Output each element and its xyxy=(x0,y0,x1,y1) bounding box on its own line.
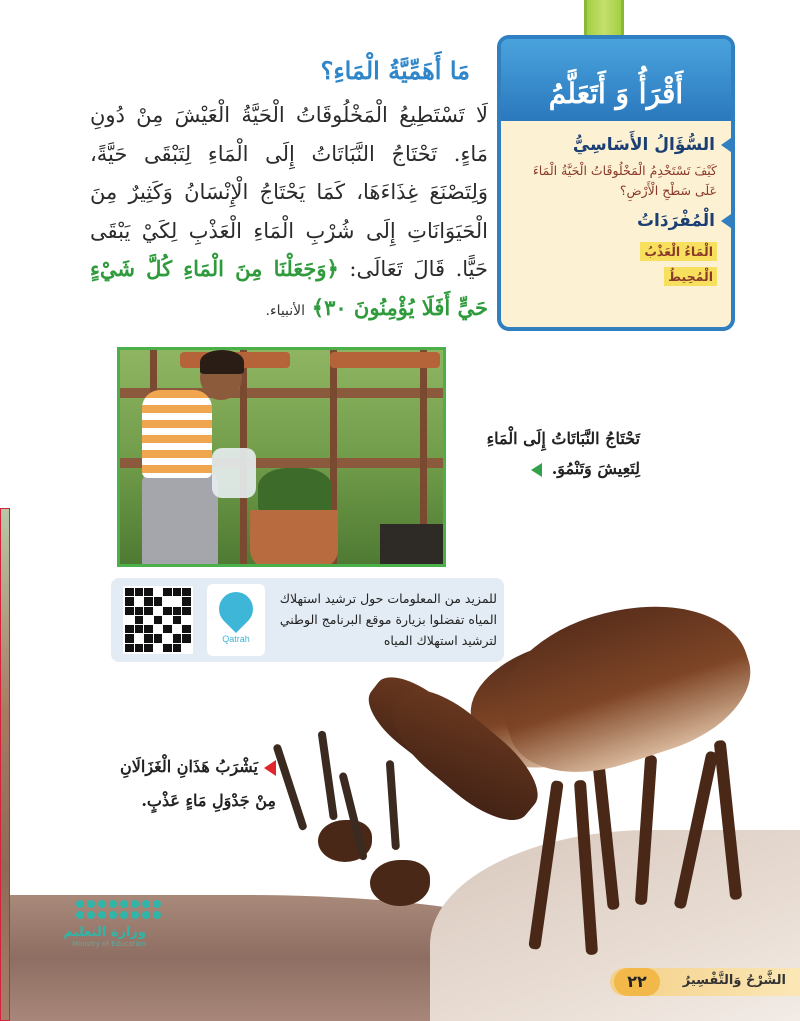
photo-boy-pants xyxy=(142,474,218,567)
ministry-name: وزارة التعليم xyxy=(63,925,146,940)
plants-caption-text: تَحْتَاجُ النَّبَاتَاتُ إِلَى الْمَاءِ لِتَعِيشَ وَتَنْمُوَ. xyxy=(486,429,640,478)
ministry-sub: Ministry of Education xyxy=(72,940,146,948)
cropped-photo-edge xyxy=(0,508,10,1021)
section-heading: مَا أَهَمِّيَّةُ الْمَاءِ؟ xyxy=(320,56,470,85)
read-and-learn-box xyxy=(497,35,735,331)
back-antelope-horn xyxy=(318,730,338,820)
photo-plant xyxy=(258,468,332,516)
blue-pointer-icon xyxy=(721,214,731,228)
photo-dark-planter xyxy=(380,524,444,564)
photo-flower-pot xyxy=(250,510,338,567)
quran-source: الأنبياء. xyxy=(265,302,306,319)
read-and-learn-header xyxy=(501,39,731,121)
back-antelope-horn xyxy=(272,743,307,831)
plants-caption xyxy=(460,424,640,484)
front-antelope-horn xyxy=(386,760,400,850)
green-pointer-icon xyxy=(531,463,542,477)
paragraph-text: لَا تَسْتَطِيعُ الْمَخْلُوقَاتُ الْحَيَّةُ الْعَيْشَ مِنْ دُونِ مَاءٍ. تَحْتَاجُ النَّبَاتَاتُ إِلَى الْمَاءِ لِتَبْقَى حَيَّةً، وَلِتَصْنَعَ غِذَاءَهَا، كَمَا يَحْتَاجُ الْإِنْسَانُ وَكَثِيرٌ مِنَ الْحَيَوَانَاتِ إِلَى شُرْبِ الْمَاءِ الْعَذْبِ لِكَيْ يَبْقَى حَيًّا. قَالَ تَعَالَى: xyxy=(90,103,488,281)
essential-question-label-row xyxy=(509,135,717,155)
ministry-dots-icon xyxy=(76,900,166,919)
photo-boy-hair xyxy=(200,350,244,374)
qatrah-drop-icon xyxy=(212,585,260,633)
qr-code-icon[interactable] xyxy=(123,586,193,654)
essential-question-label: السُّؤَالُ الأَسَاسِيُّ xyxy=(572,135,715,155)
photo-water-jug xyxy=(212,448,256,498)
ministry-logo xyxy=(26,900,166,980)
front-antelope-head xyxy=(370,860,430,906)
gazelles-caption xyxy=(96,750,276,818)
qatrah-logo-text: Qatrah xyxy=(222,634,250,644)
boy-watering-plant-photo xyxy=(117,347,446,567)
read-and-learn-title: أَقْرَأُ وَ أَتَعَلَّمُ xyxy=(548,77,684,110)
vocabulary-label-row xyxy=(509,211,717,231)
quran-verse: ﴿وَجَعَلْنَا مِنَ الْمَاءِ كُلَّ شَيْءٍ حَيٍّ أَفَلَا يُؤْمِنُونَ ٣٠﴾ xyxy=(90,256,488,320)
vocabulary-item: الْمُحِيطُ xyxy=(664,267,717,286)
qatrah-logo xyxy=(207,584,265,656)
qatrah-info-box xyxy=(111,578,504,662)
vocabulary-label: الْمُفْرَدَاتُ xyxy=(636,211,715,231)
main-paragraph xyxy=(90,96,488,330)
essential-question-text: كَيْفَ تَسْتَخْدِمُ الْمَخْلُوقَاتُ الْحَيَّةُ الْمَاءَ عَلَى سَطْحِ الْأَرْضِ؟ xyxy=(532,163,717,198)
photo-planter xyxy=(330,352,440,368)
read-and-learn-body xyxy=(501,121,731,289)
qatrah-info-text: للمزيد من المعلومات حول ترشيد استهلاك المياه تفضلوا بزيارة موقع البرنامج الوطني لترشيد استهلاك المياه xyxy=(279,591,497,648)
vocabulary-list xyxy=(509,239,717,289)
vocabulary-item: الْمَاءُ الْعَذْبُ xyxy=(640,242,717,261)
footer-section-title: الشَّرْحُ وَالتَّفْسِيرُ xyxy=(682,973,786,988)
page-number: ٢٢ xyxy=(614,968,660,996)
photo-boy-shirt xyxy=(142,390,212,478)
gazelles-caption-text: يَشْرَبُ هَذَانِ الْغَزَالَانِ مِنْ جَدْوَلِ مَاءٍ عَذْبٍ. xyxy=(120,757,276,810)
red-pointer-icon xyxy=(264,760,276,776)
blue-pointer-icon xyxy=(721,138,731,152)
